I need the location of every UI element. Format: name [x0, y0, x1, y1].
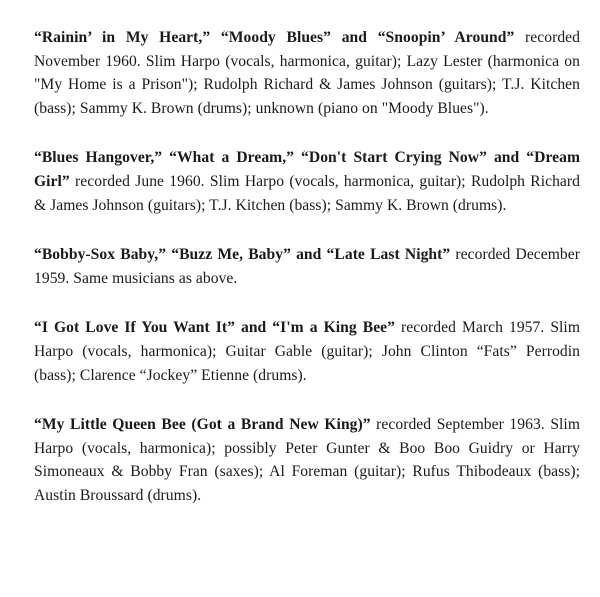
session-entry — [34, 413, 580, 507]
session-entry — [34, 146, 580, 217]
song-titles: “My Little Queen Bee (Got a Brand New King)” — [34, 416, 371, 434]
session-entry — [34, 316, 580, 387]
session-details: recorded December 1959. Same musicians as above. — [34, 246, 580, 287]
song-titles: “Rainin’ in My Heart,” “Moody Blues” and “Snoopin’ Around” — [34, 29, 515, 46]
session-details: recorded March 1957. Slim Harpo (vocals, harmonica); Guitar Gable (guitar); John Clinton “Fats” Perrodin (bass); Clarence “Jockey” Etienne (drums). — [34, 319, 580, 384]
session-entry — [34, 243, 580, 290]
song-titles: “Blues Hangover,” “What a Dream,” “Don't Start Crying Now” and “Dream Girl” — [34, 149, 580, 190]
session-entry — [34, 26, 580, 120]
liner-notes-page — [34, 26, 580, 508]
session-details: recorded September 1963. Slim Harpo (vocals, harmonica); possibly Peter Gunter & Boo Boo Guidry or Harry Simoneaux & Bobby Fran (saxes); Al Foreman (guitar); Rufus Thibodeaux (bass); Austin Broussard (drums). — [34, 416, 580, 504]
session-details: recorded November 1960. Slim Harpo (vocals, harmonica, guitar); Lazy Lester (harmonica on "My Home is a Prison"); Rudolph Richard & James Johnson (guitars); T.J. Kitchen (bass); Sammy K. Brown (drums); unknown (piano on "Moody Blues"). — [34, 29, 580, 117]
session-details: recorded June 1960. Slim Harpo (vocals, harmonica, guitar); Rudolph Richard & James Johnson (guitars); T.J. Kitchen (bass); Sammy K. Brown (drums). — [34, 172, 580, 214]
song-titles: “Bobby-Sox Baby,” “Buzz Me, Baby” and “Late Last Night” — [34, 246, 451, 264]
song-titles: “I Got Love If You Want It” and “I'm a King Bee” — [34, 319, 395, 337]
